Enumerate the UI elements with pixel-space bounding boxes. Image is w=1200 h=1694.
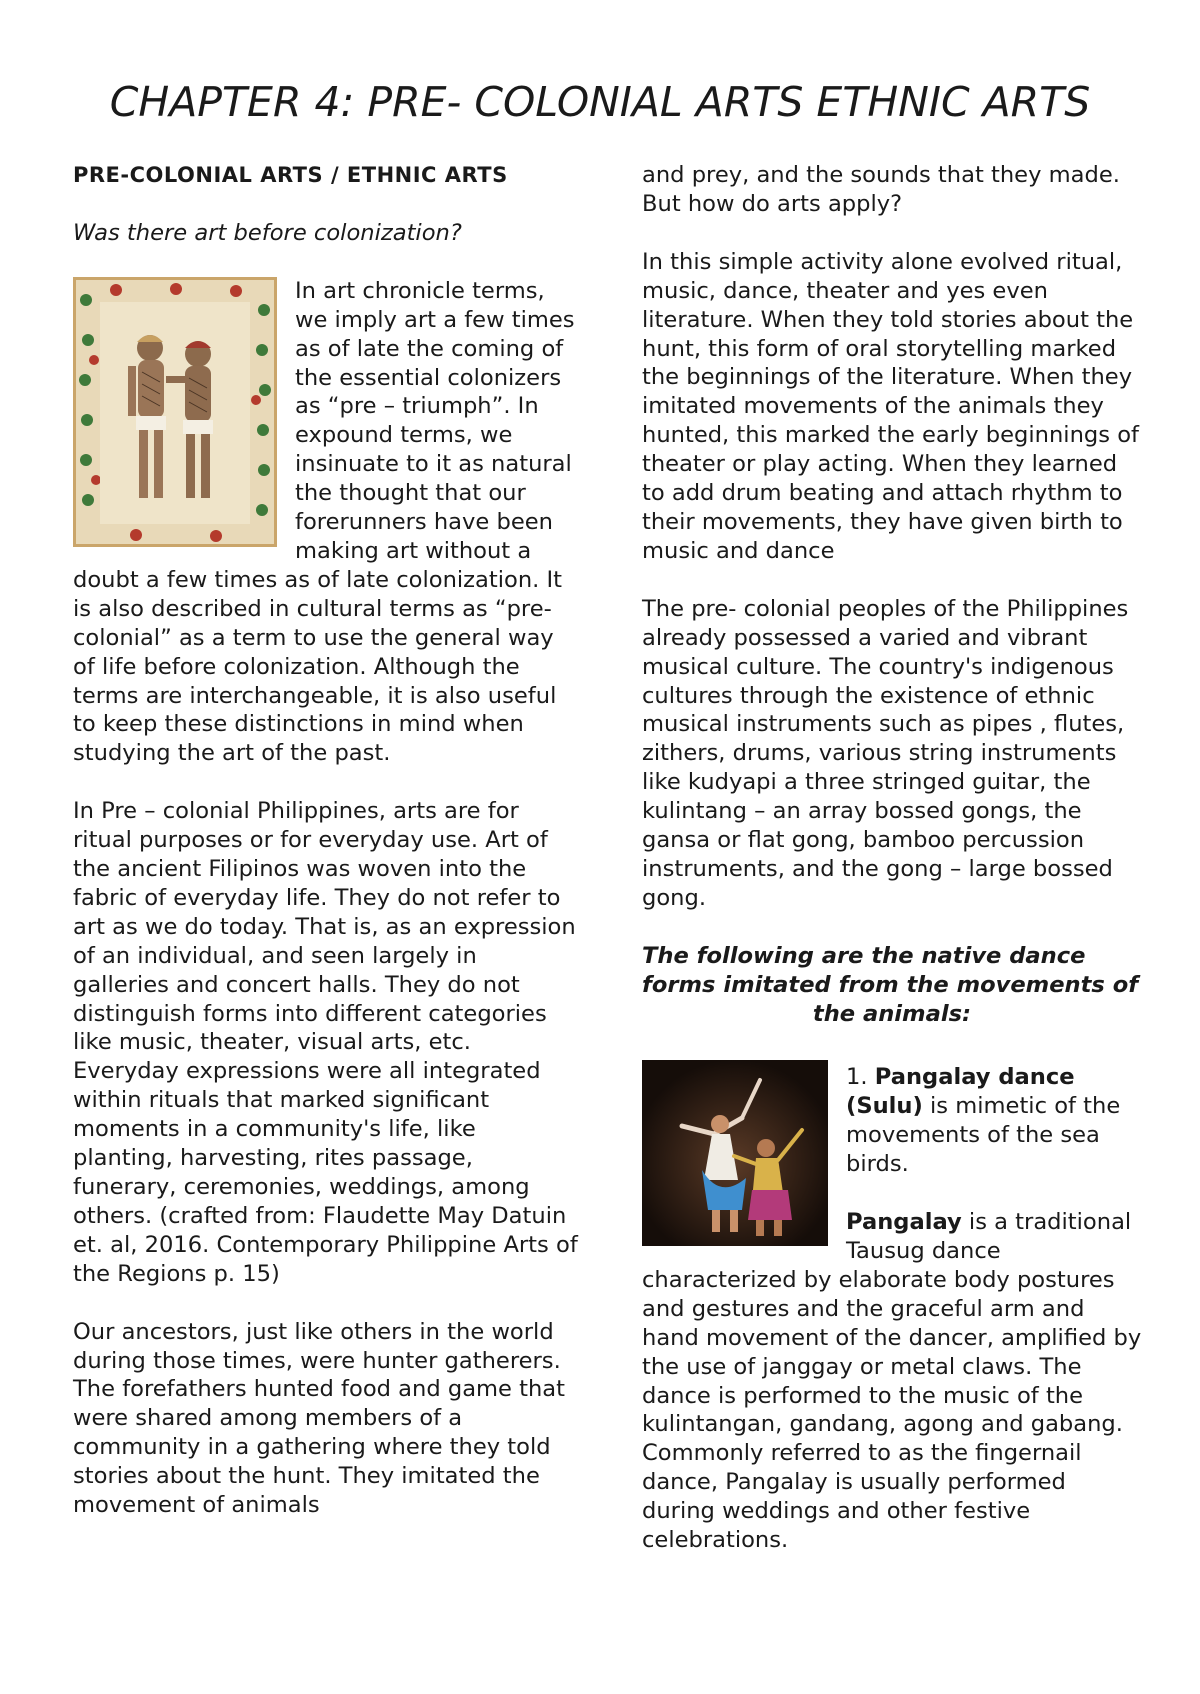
boxer-codex-image <box>73 277 277 547</box>
pangalay-block <box>642 1057 1142 1555</box>
music-paragraph: The pre- colonial peoples of the Philippines already possessed a varied and vibrant musical culture. The country's indigenous cultures through the existence of ethnic musical instruments such as pipes , flutes, zithers, drums, various string instruments like kudyapi a three stringed guitar, the kulintang – an array bossed gongs, the gansa or flat gong, bamboo percussion instruments, and the gong – large bossed gong. <box>642 595 1129 911</box>
intro-block <box>73 277 578 768</box>
item-text: is mimetic of the movements of the sea birds. <box>846 1093 1121 1178</box>
pangalay-dancers-image <box>642 1060 828 1246</box>
dance-intro <box>642 942 1142 1029</box>
intro-paragraph: In art chronicle terms, we imply art a few times as of late the coming of the essential colonizers as “pre – triumph”. In expound terms, we insinuate to it as natural the thought that our forerunners have been making art without a doubt a few times as of late colonization. It is also described in cultural terms as “pre-colonial” as a term to use the general way of life before colonization. Although the terms are interchangeable, it is also useful to keep these distinctions in mind when studying the art of the past. <box>73 277 575 767</box>
ancestors-paragraph: Our ancestors, just like others in the world during those times, were hunter gatherers. The forefathers hunted food and game that were shared among members of a community in a gathering where they told stories about the hunt. They imitated the movement of animals <box>73 1318 566 1519</box>
boxer-codex-figure <box>73 277 277 547</box>
continuation-paragraph: and prey, and the sounds that they made. But how do arts apply? <box>642 162 1120 217</box>
chapter-title: CHAPTER 4: PRE- COLONIAL ARTS ETHNIC ARTS <box>109 78 1091 126</box>
pangalay-word: Pangalay <box>846 1209 962 1236</box>
item-number: 1. <box>846 1064 875 1091</box>
section-heading: PRE-COLONIAL ARTS / ETHNIC ARTS <box>73 163 508 187</box>
precolonial-paragraph: In Pre – colonial Philippines, arts are for ritual purposes or for everyday use. Art of the ancient Filipinos was woven into the fabric of everyday life. They do not refer to art as we do today. That is, as an expression of an individual, and seen largely in galleries and concert halls. They do not distinguish forms into different categories like music, theater, visual arts, etc. Everyday expressions were all integrated within rituals that marked significant moments in a community's life, like planting, harvesting, rites passage, funerary, ceremonies, weddings, among others. (crafted from: Flaudette May Datuin et. al, 2016. Contemporary Philippine Arts of the Regions p. 15) <box>73 798 578 1287</box>
item-title: Pangalay dance (Sulu) <box>846 1064 1075 1120</box>
activity-paragraph: In this simple activity alone evolved ritual, music, dance, theater and yes even literature. When they told stories about the hunt, this form of oral storytelling marked the beginnings of the literature. When they imitated movements of the animals they hunted, this marked the early beginnings of theater or play acting. When they learned to add drum beating and attach rhythm to their movements, they have given birth to music and dance <box>642 248 1139 564</box>
pangalay-text: is a traditional Tausug dance characterized by elaborate body postures and gestures and the graceful arm and hand movement of the dancer, amplified by the use of janggay or metal claws. The dance is performed to the music of the kulintangan, gandang, agong and gabang. Commonly referred to as the fingernail dance, Pangalay is usually performed during weddings and other festive celebrations. <box>642 1209 1142 1554</box>
left-column <box>73 161 578 1520</box>
section-question: Was there art before colonization? <box>73 219 462 246</box>
dance-intro-line1: The following are the native dance forms imitated from the movements of <box>642 942 1139 998</box>
right-column <box>642 161 1142 1555</box>
pangalay-figure <box>642 1060 828 1246</box>
dance-intro-line2: the animals: <box>812 1000 972 1027</box>
pangalay-description <box>642 1208 1142 1555</box>
